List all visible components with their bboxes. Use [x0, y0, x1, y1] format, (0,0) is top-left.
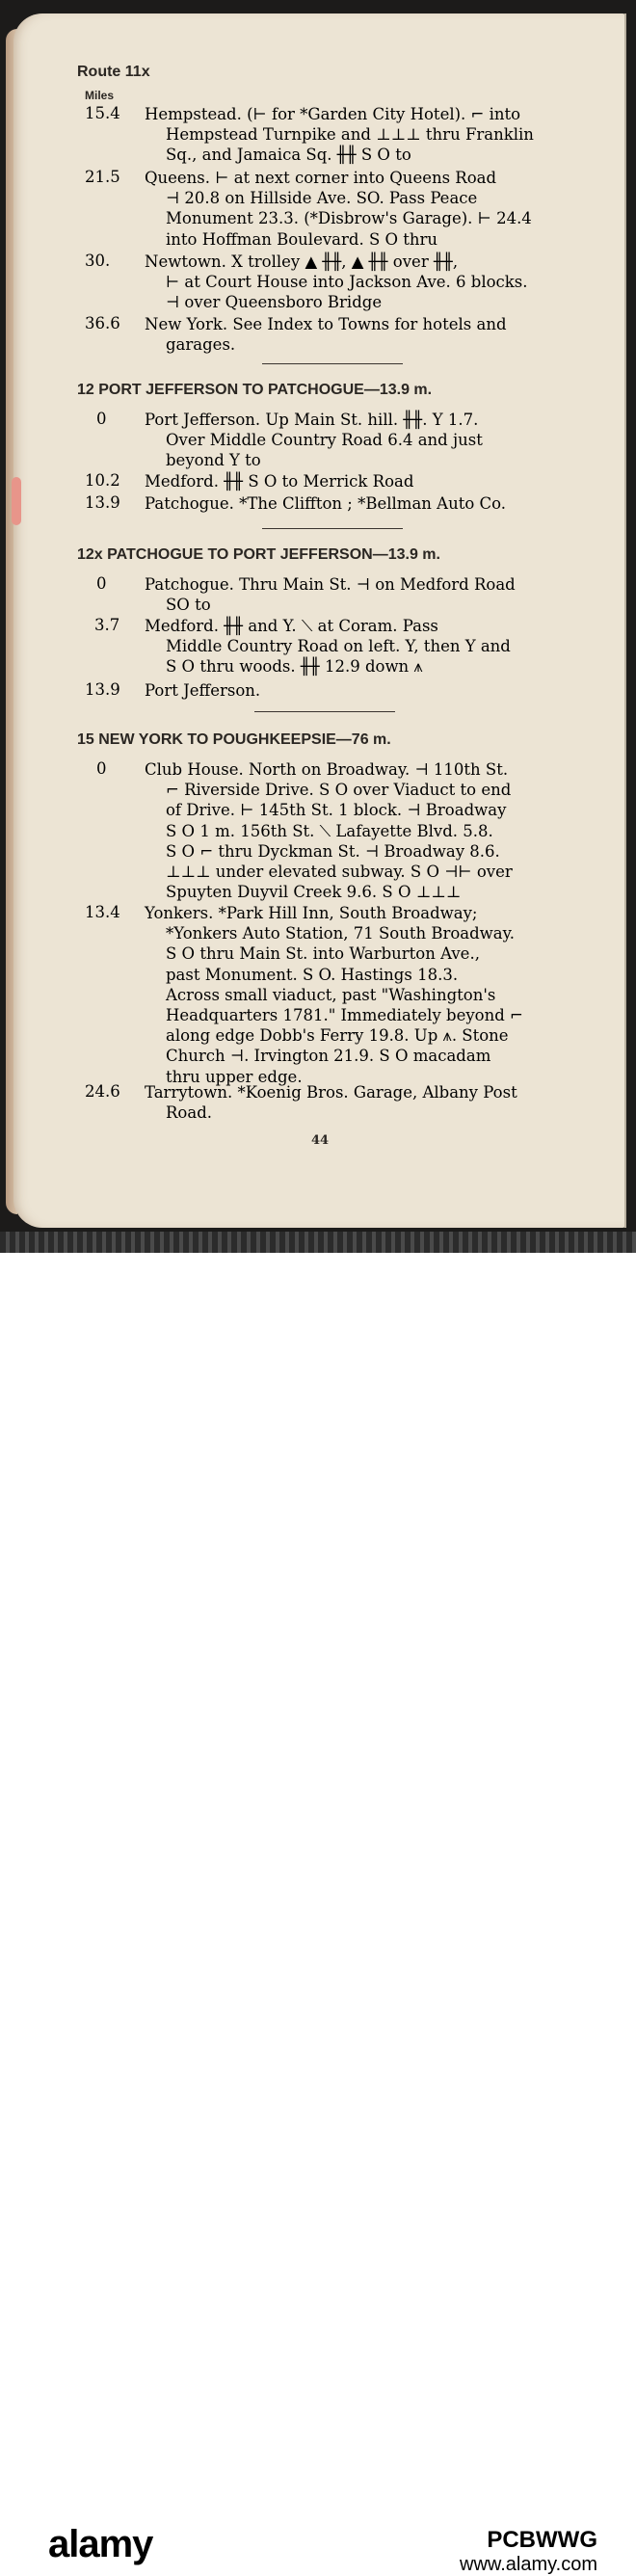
entry-text [145, 104, 576, 166]
entry-mileage: 10.2 [85, 471, 120, 490]
entry-line: S O thru woods. ╫╫ 12.9 down ⩚ [166, 657, 423, 677]
entry-line: Middle Country Road on left. Y, then Y and [166, 637, 511, 656]
entry-text [145, 1082, 576, 1123]
entry-line: Over Middle Country Road 6.4 and just [166, 431, 483, 450]
section-divider [262, 363, 403, 364]
alamy-logo: alamy [48, 2523, 153, 2565]
entry-line: Headquarters 1781." Immediately beyond ⌐ [166, 1006, 523, 1025]
entry-text [145, 252, 576, 313]
entry-line: Monument 23.3. (*Disbrow's Garage). ⊢ 24.4 [166, 209, 532, 228]
entry-line: Spuyten Duyvil Creek 9.6. S O ⊥⊥⊥ [166, 883, 462, 902]
entry-line: New York. See Index to Towns for hotels and [145, 315, 507, 333]
section-divider [254, 711, 395, 712]
entry-line: ⌐ Riverside Drive. S O over Viaduct to end [166, 781, 512, 800]
entry-text [145, 471, 576, 491]
watermark-footer [0, 1253, 636, 2575]
entry-line: Patchogue. *The Cliffton ; *Bellman Auto Co. [145, 494, 507, 513]
entry-line: Club House. North on Broadway. ⊣ 110th St. [145, 760, 509, 779]
entry-text [145, 410, 576, 471]
entry-line: S O ⌐ thru Dyckman St. ⊣ Broadway 8.6. [166, 841, 500, 861]
bookmark-stain [12, 477, 21, 525]
entry-mileage: 13.9 [85, 680, 120, 699]
entry-line: thru upper edge. [166, 1067, 303, 1086]
entry-mileage: 3.7 [94, 616, 120, 634]
route-12-title: 12 PORT JEFFERSON TO PATCHOGUE—13.9 m. [77, 382, 433, 398]
entry-line: Patchogue. Thru Main St. ⊣ on Medford Road [145, 575, 516, 594]
scan-background [0, 0, 636, 1253]
page-right-edge [624, 13, 626, 1228]
entry-mileage: 13.9 [85, 493, 120, 512]
entry-line: Hempstead. (⊢ for *Garden City Hotel). ⌐ into [145, 105, 521, 123]
entry-line: SO to [166, 596, 211, 615]
entry-line: Tarrytown. *Koenig Bros. Garage, Albany Post [145, 1083, 517, 1102]
route-header: Route 11x [77, 64, 150, 80]
entry-line: S O thru Main St. into Warburton Ave., [166, 944, 480, 964]
entry-mileage: 0 [96, 574, 107, 593]
entry-line: Port Jefferson. [145, 681, 261, 700]
entry-line: S O 1 m. 156th St. ⟍ Lafayette Blvd. 5.8. [166, 821, 493, 840]
entry-mileage: 36.6 [85, 314, 120, 332]
entry-line: ⊣ 20.8 on Hillside Ave. SO. Pass Peace [166, 189, 478, 208]
image-id: PCBWWG [487, 2527, 597, 2553]
section-divider [262, 528, 403, 529]
entry-mileage: 13.4 [85, 903, 120, 921]
entry-text [145, 168, 576, 250]
entry-line: Road. [166, 1103, 213, 1123]
entry-line: Hempstead Turnpike and ⊥⊥⊥ thru Franklin [166, 125, 534, 145]
entry-mileage: 21.5 [85, 168, 120, 186]
entry-text [145, 493, 576, 514]
entry-text [145, 574, 576, 615]
entry-mileage: 0 [96, 759, 107, 778]
entry-line: along edge Dobb's Ferry 19.8. Up ⩚. Stone [166, 1026, 509, 1046]
entry-mileage: 24.6 [85, 1082, 120, 1101]
entry-line: ⊣ over Queensboro Bridge [166, 293, 383, 312]
entry-line: Newtown. X trolley ▲ ╫╫, ▲ ╫╫ over ╫╫, [145, 252, 459, 271]
entry-text [145, 903, 576, 1087]
entry-line: garages. [166, 335, 236, 355]
entry-line: Queens. ⊢ at next corner into Queens Road [145, 169, 497, 187]
route-12x-title: 12x PATCHOGUE TO PORT JEFFERSON—13.9 m. [77, 546, 440, 563]
entry-line: Port Jefferson. Up Main St. hill. ╫╫. Y 1.7. [145, 411, 479, 429]
page-number: 44 [311, 1133, 330, 1148]
entry-line: ⊥⊥⊥ under elevated subway. S O ⊣⊢ over [166, 863, 513, 882]
entry-text [145, 759, 576, 902]
miles-label: Miles [85, 89, 115, 102]
entry-line: of Drive. ⊢ 145th St. 1 block. ⊣ Broadway [166, 801, 507, 820]
site-url: www.alamy.com [460, 2554, 597, 2575]
entry-line: Sq., and Jamaica Sq. ╫╫ S O to [166, 146, 411, 165]
route-15-title: 15 NEW YORK TO POUGHKEEPSIE—76 m. [77, 731, 391, 748]
entry-line: *Yonkers Auto Station, 71 South Broadway. [166, 924, 516, 943]
entry-mileage: 15.4 [85, 104, 120, 122]
entry-line: beyond Y to [166, 451, 261, 470]
entry-mileage: 0 [96, 410, 107, 428]
entry-line: Medford. ╫╫ S O to Merrick Road [145, 472, 414, 491]
entry-line: Medford. ╫╫ and Y. ⟍ at Coram. Pass [145, 617, 438, 635]
entry-mileage: 30. [85, 252, 111, 270]
entry-text [145, 314, 576, 355]
binding-strip [0, 1232, 636, 1253]
entry-line: ⊢ at Court House into Jackson Ave. 6 blocks. [166, 273, 528, 292]
entry-line: Yonkers. *Park Hill Inn, South Broadway; [145, 904, 478, 922]
entry-line: into Hoffman Boulevard. S O thru [166, 229, 438, 249]
entry-text [145, 616, 576, 677]
entry-text [145, 680, 576, 701]
entry-line: past Monument. S O. Hastings 18.3. [166, 965, 459, 984]
entry-line: Church ⊣. Irvington 21.9. S O macadam [166, 1047, 491, 1066]
entry-line: Across small viaduct, past "Washington's [166, 985, 496, 1004]
